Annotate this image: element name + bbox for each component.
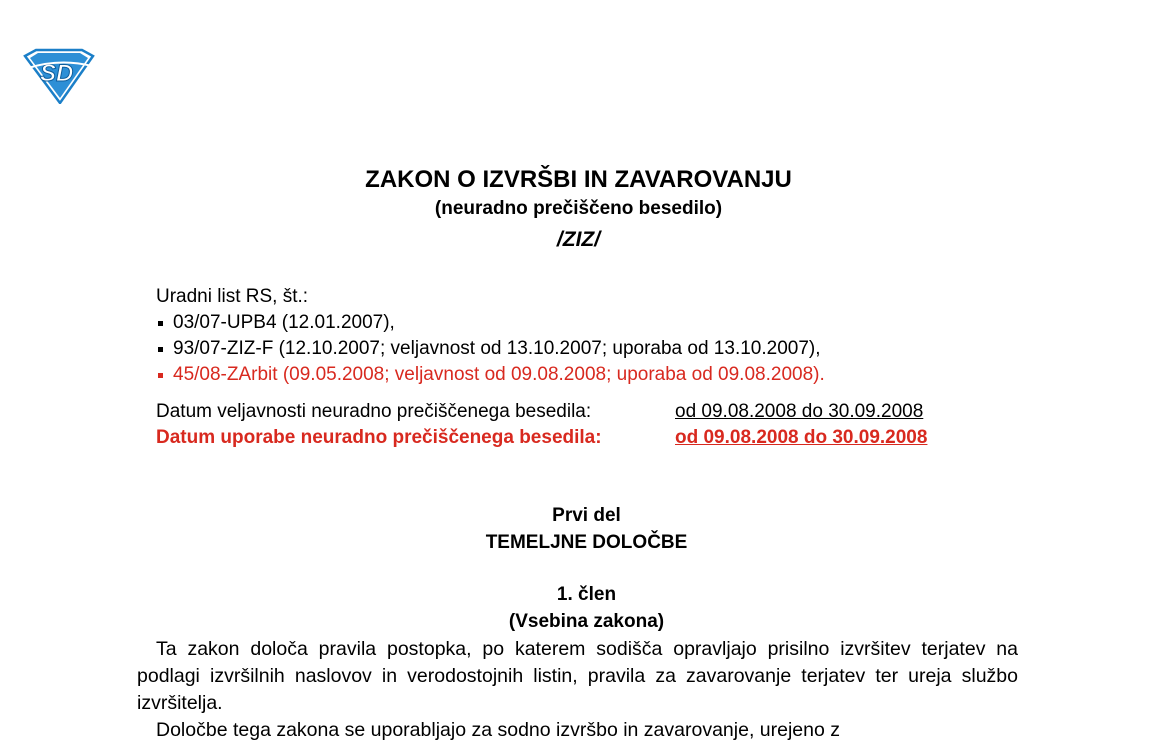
- gazette-references: [156, 284, 1056, 388]
- sd-logo-icon: [22, 48, 96, 104]
- validity-row: [156, 399, 927, 425]
- gazette-entry: 93/07-ZIZ-F (12.10.2007; veljavnost od 13.10.2007; uporaba od 13.10.2007),: [156, 336, 1056, 362]
- document-subtitle: (neuradno prečiščeno besedilo): [434, 198, 723, 219]
- article-paragraph: Ta zakon določa pravila postopka, po katerem sodišča opravljajo prisilno izvršitev terjatev na podlagi izvršilnih naslovov in verodostojnih listin, pravila za zavarovanje terjatev ter ureja službo izvršitelja.: [137, 638, 1018, 714]
- gazette-list: [156, 310, 1056, 388]
- svg-text:D: D: [56, 60, 74, 87]
- part-title: TEMELJNE DOLOČBE: [485, 532, 688, 553]
- usage-row: [156, 425, 927, 451]
- gazette-entry: 03/07-UPB4 (12.01.2007),: [156, 310, 1056, 336]
- usage-label: Datum uporabe neuradno prečiščenega besedila:: [156, 427, 602, 448]
- law-abbreviation: /ZIZ/: [556, 228, 601, 251]
- gazette-label: Uradni list RS, št.:: [156, 286, 309, 307]
- usage-value: od 09.08.2008 do 30.09.2008: [675, 427, 928, 448]
- validity-value: od 09.08.2008 do 30.09.2008: [675, 401, 924, 422]
- validity-label: Datum veljavnosti neuradno prečiščenega besedila:: [156, 401, 592, 422]
- article-body: [137, 636, 1018, 744]
- validity-block: [156, 399, 927, 451]
- part-label: Prvi del: [552, 505, 621, 526]
- article-heading: (Vsebina zakona): [508, 611, 665, 632]
- article-number: 1. člen: [556, 584, 617, 605]
- article-paragraph: Določbe tega zakona se uporabljajo za sodno izvršbo in zavarovanje, urejeno z: [156, 719, 841, 741]
- document-title: ZAKON O IZVRŠBI IN ZAVAROVANJU: [365, 166, 792, 193]
- gazette-entry-highlighted: 45/08-ZArbit (09.05.2008; veljavnost od 09.08.2008; uporaba od 09.08.2008).: [156, 362, 1056, 388]
- svg-text:S: S: [40, 60, 57, 87]
